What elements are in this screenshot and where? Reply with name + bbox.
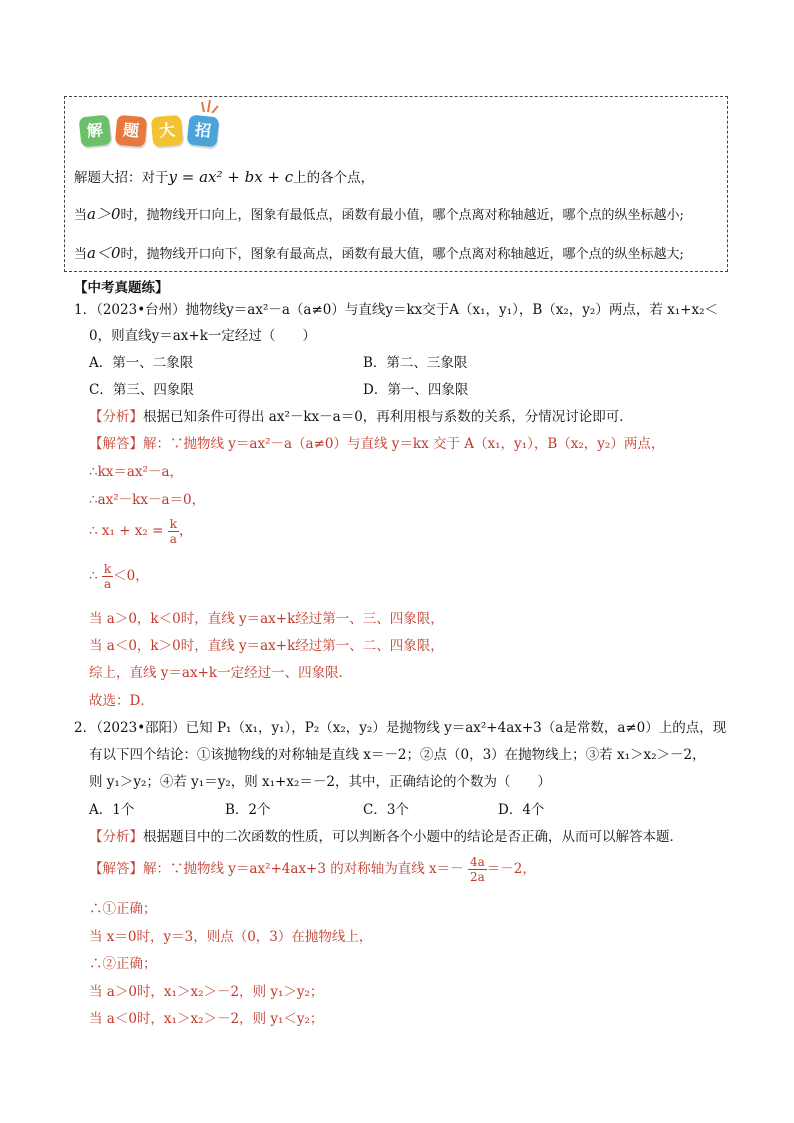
q1-ineq-prefix: ∴ <box>89 568 98 584</box>
q1-frac2-den: a <box>103 577 112 591</box>
tip-line-3-prefix: 当 <box>74 247 88 262</box>
q1-case-1: 当 a＞0，k＜0时，直线 y＝ax+k经过第一、三、四象限， <box>89 611 444 627</box>
q2-stem-line-1: 2．（2023•邵阳）已知 P₁（x₁，y₁），P₂（x₂，y₂）是抛物线 y＝ax²+4ax+3（a是常数，a≠0）上的点，现 <box>74 720 727 736</box>
q1-option-c: C．第三、四象限 <box>89 382 194 398</box>
tip-line-1-suffix: 上的各个点， <box>293 170 375 186</box>
q1-stem-line-1: 1．（2023•台州）抛物线y＝ax²－a（a≠0）与直线y＝kx交于A（x₁，y₁），B（x₂，y₂）两点，若 x₁+x₂＜ <box>74 302 718 318</box>
sparkle-icon <box>200 98 220 114</box>
q1-step-2: ∴ax²－kx－a＝0， <box>89 492 206 508</box>
q2-option-c: C．3个 <box>363 802 409 818</box>
tip-line-1-prefix: 解题大招：对于 <box>74 170 169 186</box>
q1-frac-den: a <box>169 532 177 546</box>
q1-sum-prefix: ∴ x₁ + x₂ = <box>89 523 164 539</box>
tip-formula: y = ax² + bx + c <box>168 168 294 186</box>
badge-jie: 解 <box>79 115 112 148</box>
q2-line-1: ∴①正确； <box>89 901 157 917</box>
q2-line-2: 当 x＝0时，y＝3，则点（0，3）在抛物线上， <box>89 929 373 945</box>
q2-line-3: ∴②正确； <box>89 956 157 972</box>
q1-analysis-text: 根据已知条件可得出 ax²－kx－a＝0，再利用根与系数的关系，分情况讨论即可． <box>143 409 633 425</box>
q2-answer-prefix: 解：∵抛物线 y＝ax²+4ax+3 的对称轴为直线 x＝－ <box>143 861 464 877</box>
q2-line-5: 当 a＜0时，x₁＞x₂＞－2，则 y₁＜y₂； <box>89 1011 324 1027</box>
q1-sum-line <box>89 517 193 546</box>
q1-step-1: ∴kx＝ax²－a， <box>89 464 184 480</box>
q1-option-b: B．第二、三象限 <box>363 355 468 371</box>
tip-line-3-cond: a＜0 <box>87 244 121 262</box>
q1-frac-num: k <box>169 517 178 531</box>
q1-frac-k-over-a-2 <box>102 562 113 591</box>
tip-line-2 <box>74 203 684 224</box>
q2-answer-label: 【解答】 <box>89 861 143 877</box>
q1-analysis <box>89 405 633 425</box>
q1-frac-k-over-a <box>168 517 179 546</box>
q2-frac-4a-over-2a <box>468 855 487 884</box>
q1-summary: 综上，直线 y＝ax+k一定经过一、四象限． <box>89 665 353 681</box>
tip-line-2-prefix: 当 <box>74 208 88 223</box>
q1-frac2-num: k <box>103 562 112 576</box>
q2-option-b: B．2个 <box>225 802 271 818</box>
tip-line-3-text: 时，抛物线开口向下，图象有最高点，函数有最大值，哪个点离对称轴越近，哪个点的纵坐标越大; <box>120 247 684 262</box>
q1-choice: 故选：D． <box>89 693 154 709</box>
q1-answer <box>89 432 664 452</box>
q1-stem-line-2: 0，则直线y＝ax+k一定经过（ ） <box>89 328 316 344</box>
q2-answer <box>89 855 536 884</box>
q2-option-a: A．1个 <box>89 802 135 818</box>
q1-option-d: D．第一、四象限 <box>363 382 469 398</box>
section-title: 【中考真题练】 <box>74 280 169 296</box>
q1-case-2: 当 a＜0，k＞0时，直线 y＝ax+k经过第一、二、四象限， <box>89 638 444 654</box>
badge-da: 大 <box>151 115 184 148</box>
q1-ineq-line <box>89 562 149 591</box>
tip-line-1 <box>74 166 374 186</box>
tip-line-3 <box>74 242 684 263</box>
q1-option-a: A．第一、二象限 <box>89 355 194 371</box>
q2-frac-num: 4a <box>469 855 485 869</box>
q2-option-d: D．4个 <box>498 802 545 818</box>
tip-line-2-text: 时，抛物线开口向上，图象有最低点，函数有最小值，哪个点离对称轴越近，哪个点的纵坐标越小; <box>120 208 684 223</box>
q1-ineq-suffix: ＜0， <box>113 568 149 584</box>
q2-frac-den: 2a <box>469 870 485 884</box>
q2-analysis-label: 【分析】 <box>89 829 143 845</box>
q2-stem-line-2: 有以下四个结论：①该抛物线的对称轴是直线 x＝－2；②点（0，3）在抛物线上；③若 x₁＞x₂＞－2， <box>89 747 706 763</box>
q1-sum-suffix: ， <box>179 523 193 539</box>
q2-stem-line-3: 则 y₁＞y₂；④若 y₁＝y₂，则 x₁+x₂＝－2，其中，正确结论的个数为（ ） <box>89 774 551 790</box>
q2-answer-suffix: ＝－2， <box>486 861 536 877</box>
tip-line-2-cond: a＞0 <box>87 205 121 223</box>
badge-ti: 题 <box>115 115 148 148</box>
q2-analysis-text: 根据题目中的二次函数的性质，可以判断各个小题中的结论是否正确，从而可以解答本题． <box>143 829 683 845</box>
q1-analysis-label: 【分析】 <box>89 409 143 425</box>
badge-zhao: 招 <box>187 115 220 148</box>
q2-line-4: 当 a＞0时，x₁＞x₂＞－2，则 y₁＞y₂； <box>89 984 324 1000</box>
q2-analysis <box>89 825 683 845</box>
q1-answer-first: 解：∵抛物线 y＝ax²－a（a≠0）与直线 y＝kx 交于 A（x₁，y₁），B（x₂，y₂）两点， <box>143 436 665 452</box>
q1-answer-label: 【解答】 <box>89 436 143 452</box>
